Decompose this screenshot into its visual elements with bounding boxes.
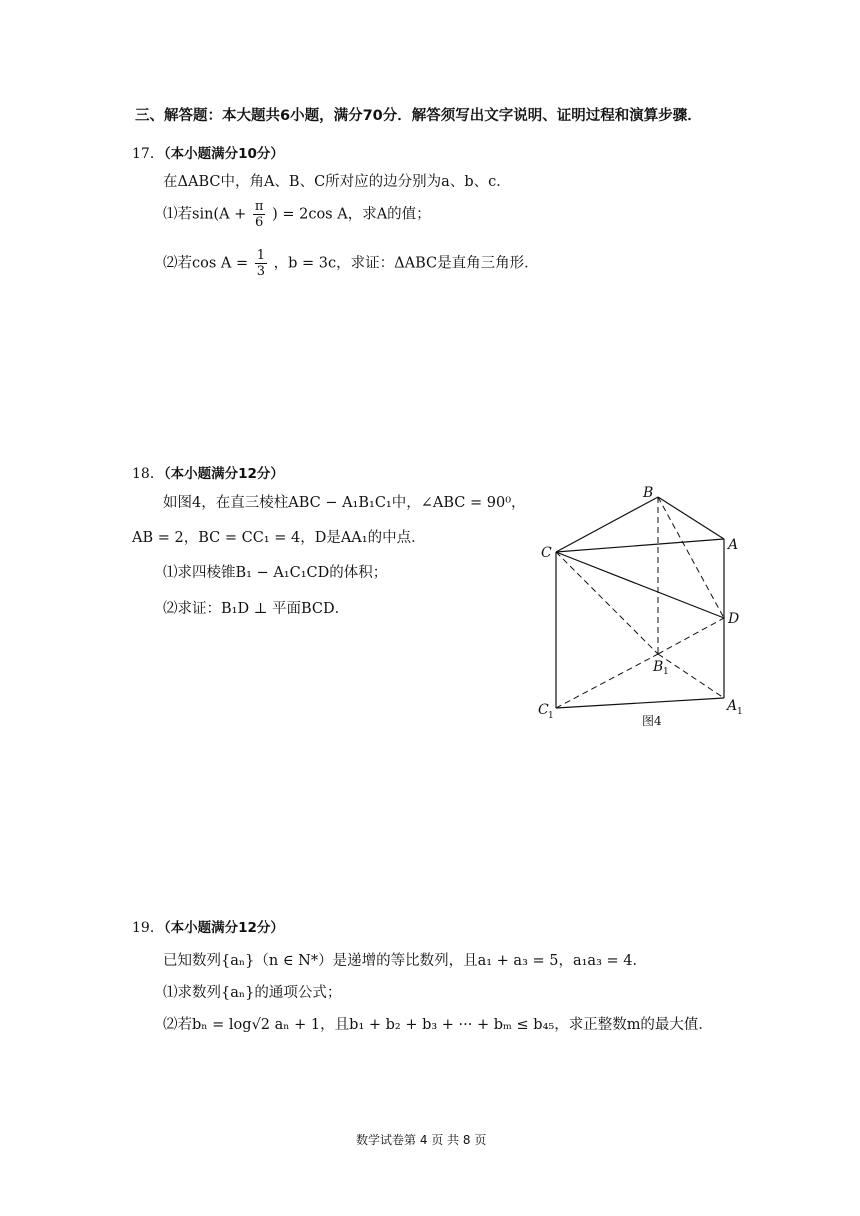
q19-part1: ⑴求数列{aₙ}的通项公式；: [163, 985, 342, 1001]
page-footer: 数学试卷第 4 页 共 8 页: [356, 1133, 487, 1147]
label-b: B: [643, 485, 654, 501]
label-b1-sub: 1: [663, 667, 669, 677]
label-c1: C: [538, 702, 549, 718]
q17-stem: 在ΔABC中，角A、B、C所对应的边分别为a、b、c．: [163, 174, 511, 190]
edge-b1d-hidden: [658, 618, 724, 654]
q19-heading: [132, 916, 284, 937]
label-a: A: [728, 537, 739, 553]
label-a1-sub: 1: [737, 707, 743, 717]
q18-score: （本小题满分12分）: [163, 466, 284, 482]
q17-part2-denominator: 3: [256, 264, 266, 279]
q18-stem-line1: 如图4，在直三棱柱ABC − A₁B₁C₁中，∠ABC = 90⁰，: [163, 495, 526, 511]
edge-cb1-hidden: [556, 552, 658, 654]
q17-part2-fraction: [255, 248, 267, 279]
label-d: D: [728, 611, 740, 627]
q19-stem: 已知数列{aₙ}（n ∈ N*）是递增的等比数列，且a₁ + a₃ = 5，a₁a₃ = 4．: [163, 953, 647, 969]
q18-stem-line2: AB = 2，BC = CC₁ = 4，D是AA₁的中点．: [132, 530, 426, 546]
q17-part1-fraction: [253, 199, 266, 230]
prism-figure: [530, 478, 770, 740]
label-b1: B: [653, 659, 664, 675]
q17-part1-post: ) = 2cos A，求A的值；: [272, 206, 431, 223]
q17-part1-denominator: 6: [255, 215, 264, 230]
label-c: C: [541, 545, 552, 561]
label-c1-sub: 1: [548, 711, 554, 721]
figure-caption: 图4: [642, 714, 662, 728]
edge-c1b1-hidden: [556, 654, 658, 708]
edge-c1a1: [556, 698, 724, 708]
q17-part1-numerator: π: [254, 199, 264, 214]
section-header: 三、解答题：本大题共6小题，满分70分．解答须写出文字说明、证明过程和演算步骤．: [135, 108, 702, 124]
q17-part1-pre: ⑴若sin(A +: [163, 206, 247, 223]
q19-part2: ⑵若bₙ = log√2 aₙ + 1，且b₁ + b₂ + b₃ + ··· + bₘ ≤ b₄₅，求正整数m的最大值．: [163, 1017, 713, 1033]
q18-part1: ⑴求四棱锥B₁ − A₁C₁CD的体积；: [163, 565, 388, 581]
label-a1: A: [727, 698, 738, 714]
q17-part2-pre: ⑵若cos A =: [163, 255, 249, 272]
q17-part2: [163, 248, 539, 279]
q17-number: 17．: [132, 146, 164, 162]
edge-bc: [556, 497, 658, 552]
q17-part2-numerator: 1: [256, 248, 266, 263]
edge-ca: [556, 539, 724, 552]
q18-part2: ⑵求证：B₁D ⊥ 平面BCD．: [163, 601, 350, 617]
q17-part1: [163, 199, 431, 230]
q17-score: （本小题满分10分）: [163, 146, 284, 162]
q17-heading: [132, 142, 284, 163]
q19-score: （本小题满分12分）: [163, 920, 284, 936]
q17-part2-post: ，b = 3c，求证：ΔABC是直角三角形．: [273, 255, 539, 272]
q19-number: 19．: [132, 920, 164, 936]
q18-number: 18．: [132, 466, 164, 482]
edge-cd: [556, 552, 724, 618]
q18-heading: [132, 462, 284, 483]
edge-bd-hidden: [658, 497, 724, 618]
edge-ba: [658, 497, 724, 539]
